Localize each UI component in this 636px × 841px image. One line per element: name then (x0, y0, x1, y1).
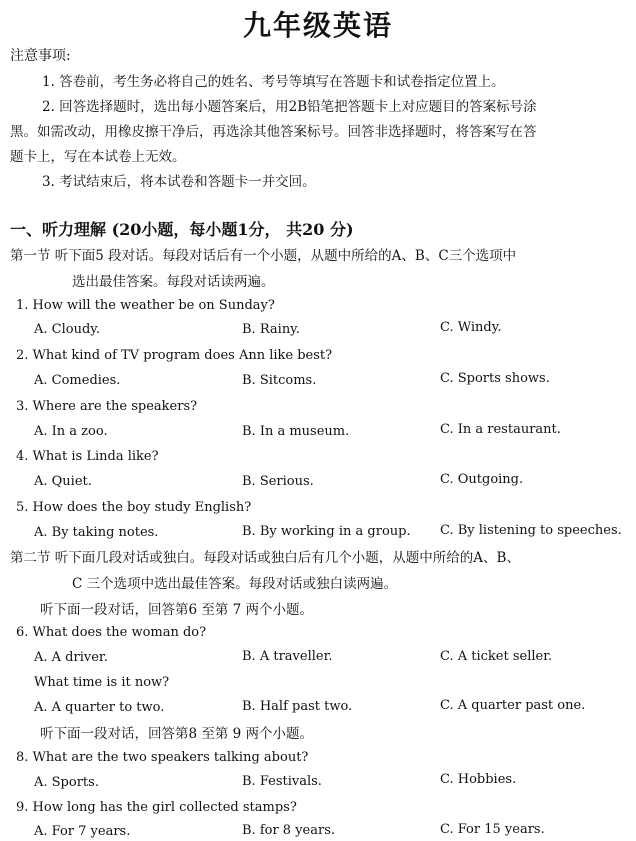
question-7: What time is it now? (34, 675, 170, 690)
q2-option-c: C. Sports shows. (440, 371, 550, 386)
instruction-8-9: 听下面一段对话，回答第8 至第 9 两个小题。 (40, 726, 314, 742)
q1-option-a: A. Cloudy. (34, 322, 101, 337)
q7-option-a: A. A quarter to two. (34, 700, 165, 715)
q9-option-b: B. for 8 years. (242, 823, 336, 838)
q7-option-b: B. Half past two. (242, 699, 353, 714)
q5-option-c: C. By listening to speeches. (440, 523, 622, 538)
q9-option-a: A. For 7 years. (34, 824, 131, 839)
q8-option-c: C. Hobbies. (440, 772, 517, 787)
q7-option-c: C. A quarter past one. (440, 698, 586, 713)
notice-line-3: 黑。如需改动，用橡皮擦干净后，再选涂其他答案标号。回答非选择题时，将答案写在答 (10, 124, 537, 140)
page-title: 九年级英语 (242, 9, 393, 42)
q1-option-b: B. Rainy. (242, 322, 300, 337)
section-heading: 一、听力理解 (20小题，每小题1分， 共20 分) (10, 220, 354, 239)
question-2: 2. What kind of TV program does Ann like best? (16, 348, 333, 363)
notice-line-5: 3. 考试结束后，将本试卷和答题卡一并交回。 (42, 174, 316, 190)
question-5: 5. How does the boy study English? (16, 500, 252, 515)
q2-option-b: B. Sitcoms. (242, 373, 317, 388)
question-4: 4. What is Linda like? (16, 449, 159, 464)
question-3: 3. Where are the speakers? (16, 399, 198, 414)
q5-option-a: A. By taking notes. (34, 525, 159, 540)
q2-option-a: A. Comedies. (34, 373, 121, 388)
notice-line-4: 题卡上，写在本试卷上无效。 (10, 149, 186, 165)
q3-option-a: A. In a zoo. (34, 424, 108, 439)
notice-line-2: 2. 回答选择题时，选出每小题答案后，用2B铅笔把答题卡上对应题目的答案标号涂 (42, 99, 537, 115)
part1-line-2: 选出最佳答案。每段对话读两遍。 (72, 274, 275, 290)
q9-option-c: C. For 15 years. (440, 822, 545, 837)
part1-line-1: 第一节 听下面5 段对话。每段对话后有一个小题，从题中所给的A、B、C三个选项中 (10, 248, 517, 264)
q3-option-c: C. In a restaurant. (440, 422, 561, 437)
q3-option-b: B. In a museum. (242, 424, 350, 439)
part2-line-1: 第二节 听下面几段对话或独白。每段对话或独白后有几个小题，从题中所给的A、B、 (10, 550, 520, 566)
q4-option-b: B. Serious. (242, 474, 314, 489)
question-6: 6. What does the woman do? (16, 625, 207, 640)
question-8: 8. What are the two speakers talking about? (16, 750, 309, 765)
question-1: 1. How will the weather be on Sunday? (16, 298, 275, 313)
q8-option-b: B. Festivals. (242, 774, 322, 789)
q5-option-b: B. By working in a group. (242, 524, 411, 539)
notice-line-1: 1. 答卷前，考生务必将自己的姓名、考号等填写在答题卡和试卷指定位置上。 (42, 74, 505, 90)
instruction-6-7: 听下面一段对话，回答第6 至第 7 两个小题。 (40, 602, 314, 618)
q6-option-b: B. A traveller. (242, 649, 333, 664)
q6-option-a: A. A driver. (34, 650, 108, 665)
part2-line-2: C 三个选项中选出最佳答案。每段对话或独白读两遍。 (72, 576, 398, 592)
q4-option-c: C. Outgoing. (440, 472, 524, 487)
q4-option-a: A. Quiet. (34, 474, 92, 489)
q6-option-c: C. A ticket seller. (440, 649, 553, 664)
q1-option-c: C. Windy. (440, 320, 502, 335)
question-9: 9. How long has the girl collected stamps? (16, 800, 297, 815)
q8-option-a: A. Sports. (34, 775, 99, 790)
notice-heading: 注意事项: (10, 48, 71, 64)
